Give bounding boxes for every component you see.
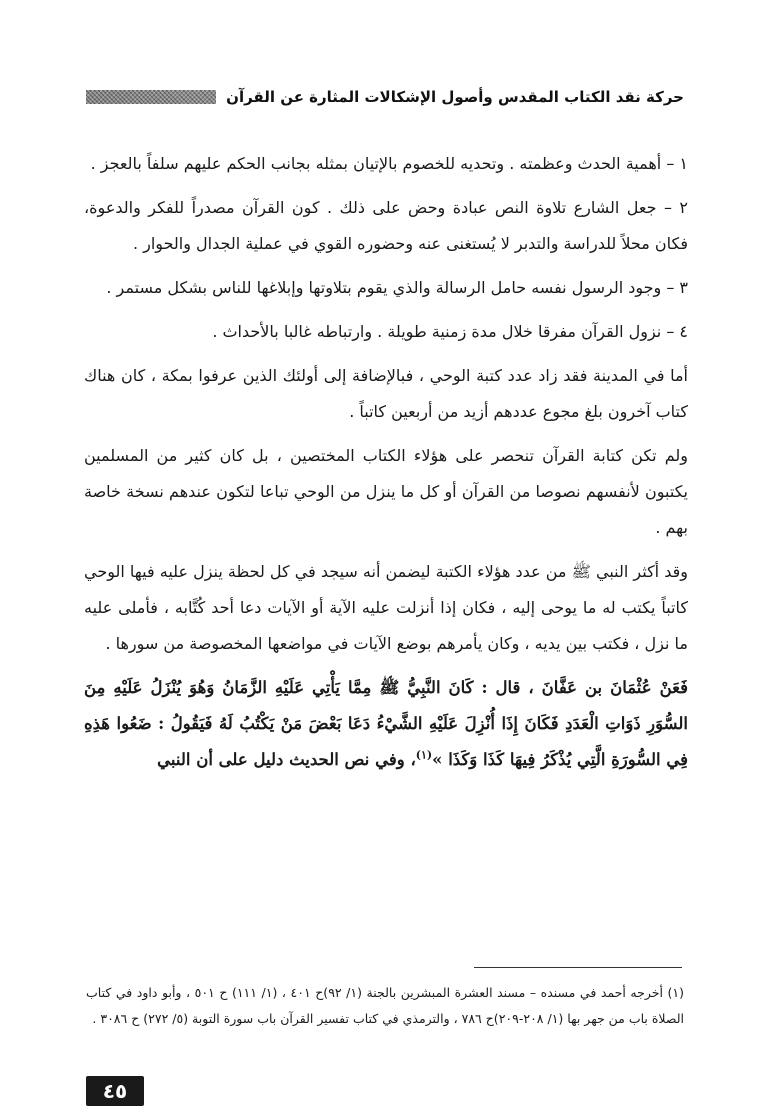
point-1-paragraph: ١ – أهمية الحدث وعظمته . وتحديه للخصوم بالإتيان بمثله بجانب الحكم عليهم سلفاً بالعجز .	[90, 154, 688, 173]
footnote-1: (١) أخرجه أحمد في مسنده – مسند العشرة المبشرين بالجنة (١/ ٩٢)ح ٤٠١ ، (١/ ١١١) ح ٥٠١ ، وأبو داود في كتاب الصلاة باب من جهر بها (١/ ٢٠٨-٢٠٩)ح ٧٨٦ ، والترمذي في كتاب تفسير القرآن باب سورة التوبة (٥/ ٢٧٢) ح ٣٠٨٦ .	[86, 985, 685, 1026]
footnote-ref: (١)	[415, 748, 433, 762]
running-header-title: حركة نقد الكتاب المقدس وأصول الإشكالات المثارة عن القرآن	[226, 88, 684, 106]
hadith-tail: ، وفي نص الحديث دليل على أن النبي	[157, 750, 416, 769]
page-number: ٤٥	[102, 1079, 128, 1103]
hadith-paragraph	[84, 670, 688, 778]
page-number-badge	[86, 1076, 144, 1106]
prophet-scribes-paragraph: وقد أكثر النبي ﷺ من عدد هؤلاء الكتبة ليضمن أنه سيجد في كل لحظة ينزل عليه فيها الوحي كاتباً يكتب له ما يوحى إليه ، فكان إذا أنزلت عليه الآية أو الآيات دعا أحد كُتَّابه ، فأملى عليه ما نزل ، فكتب بين يديه ، وكان يأمرهم بوضع الآيات في مواضعها المخصوصة من سورها .	[84, 562, 688, 653]
point-2-paragraph: ٢ – جعل الشارع تلاوة النص عبادة وحض على ذلك . كون القرآن مصدراً للفكر والدعوة، فكان محلاً للدراسة والتدبر لا يُستغنى عنه وحضوره القوي في عملية الجدال والحوار .	[84, 198, 688, 253]
personal-copies-paragraph: ولم تكن كتابة القرآن تنحصر على هؤلاء الكتاب المختصين ، بل كان كثير من المسلمين يكتبون لأنفسهم نصوصا من القرآن أو كل ما ينزل من الوحي تباعا لتكون عندهم نسخة خاصة بهم .	[84, 446, 688, 537]
point-4-paragraph: ٤ – نزول القرآن مفرقا خلال مدة زمنية طويلة . وارتباطه غالبا بالأحداث .	[212, 322, 688, 341]
footnote-separator	[474, 967, 682, 968]
header-decorative-bar	[86, 90, 216, 104]
running-header	[86, 82, 684, 112]
point-3-paragraph: ٣ – وجود الرسول نفسه حامل الرسالة والذي يقوم بتلاوتها وإبلاغها للناس بشكل مستمر .	[106, 278, 688, 297]
hadith-quote: فَعَنْ عُثْمَانَ بن عَفَّانَ ، قال : كَانَ النَّبِيُّ ﷺ مِمَّا يَأْتِي عَلَيْهِ الزَّمَانُ وَهُوَ يُنْزَلُ عَلَيْهِ مِنَ السُّوَرِ ذَوَاتِ الْعَدَدِ فَكَانَ إِذَا أُنْزِلَ عَلَيْهِ الشَّيْءُ دَعَا بَعْضَ مَنْ يَكْتُبُ لَهُ فَيَقُولُ : ضَعُوا هَذِهِ فِي السُّورَةِ الَّتِي يُذْكَرُ فِيهَا كَذَا وَكَذَا »	[84, 678, 688, 769]
medina-scribes-paragraph: أما في المدينة فقد زاد عدد كتبة الوحي ، فبالإضافة إلى أولئك الذين عرفوا بمكة ، كان هناك كتاب آخرون بلغ مجوع عددهم أزيد من أربعين كاتباً .	[84, 366, 688, 421]
main-text	[84, 146, 688, 786]
footnotes	[86, 980, 684, 1032]
